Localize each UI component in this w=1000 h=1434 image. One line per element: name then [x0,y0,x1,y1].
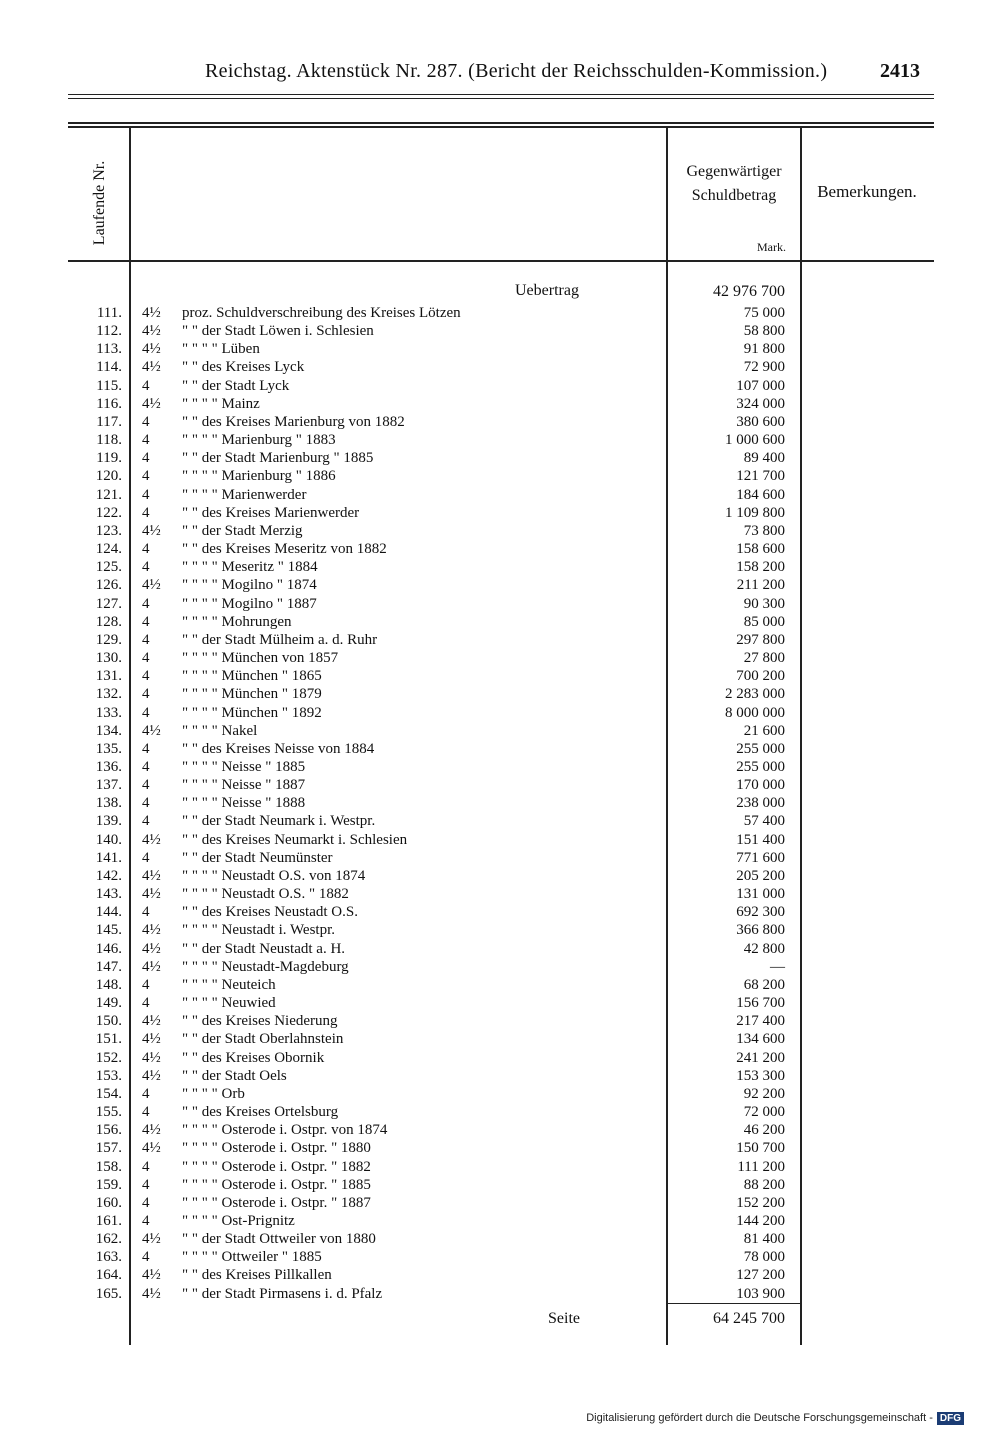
table-row [0,722,1000,740]
debt-amount: 42 800 [743,940,785,957]
row-number: 127. [95,595,122,612]
row-number: 143. [95,886,122,903]
row-number: 130. [95,650,122,667]
table-row [0,413,1000,431]
row-number: 154. [95,1085,122,1102]
table-row [0,304,1000,322]
interest-rate: 4 [142,686,150,703]
row-number: 125. [95,559,122,576]
interest-rate: 4 [142,668,150,685]
row-number: 155. [95,1104,122,1121]
table-row [0,794,1000,812]
interest-rate: 4½ [142,1049,161,1066]
debt-amount: 241 200 [736,1049,785,1066]
debt-amount: 152 200 [736,1194,785,1211]
row-number: 113. [96,341,122,358]
interest-rate: 4 [142,613,150,630]
table-row [0,322,1000,340]
footer-text: Digitalisierung gefördert durch die Deutsche Forschungsgemeinschaft - [586,1412,933,1424]
debt-description: " " " " Osterode i. Ostpr. " 1880 [182,1140,371,1157]
row-number: 132. [95,686,122,703]
debt-amount: 211 200 [736,577,785,594]
debt-amount: 700 200 [736,668,785,685]
debt-description: " " des Kreises Neustadt O.S. [182,904,358,921]
table-row [0,358,1000,376]
debt-amount: 103 900 [736,1285,785,1302]
interest-rate: 4 [142,795,150,812]
debt-amount: 21 600 [743,722,785,739]
row-number: 150. [95,1013,122,1030]
page-total-amount: 64 245 700 [713,1310,785,1327]
debt-description: " " des Kreises Neumarkt i. Schlesien [182,831,408,848]
table-row [0,1067,1000,1085]
debt-description: " " " " Neustadt i. Westpr. [182,922,335,939]
table-row [0,431,1000,449]
table-row [0,467,1000,485]
debt-amount: 205 200 [736,867,785,884]
row-number: 158. [95,1158,122,1175]
interest-rate: 4½ [142,1140,161,1157]
debt-amount: 151 400 [736,831,785,848]
table-row [0,1030,1000,1048]
row-number: 120. [95,468,122,485]
row-number: 111. [96,305,122,321]
interest-rate: 4 [142,976,150,993]
debt-amount: 771 600 [736,849,785,866]
table-row [0,377,1000,395]
row-number: 115. [96,377,122,394]
debt-amount: 90 300 [743,595,785,612]
debt-amount: 144 200 [736,1213,785,1229]
debt-amount: — [770,958,785,975]
debt-description: " " der Stadt Merzig [182,522,303,539]
interest-rate: 4 [142,486,150,503]
debt-amount: 89 400 [743,450,785,467]
interest-rate: 4½ [142,1285,161,1302]
table-row [0,522,1000,540]
interest-rate: 4½ [142,940,161,957]
interest-rate: 4 [142,1249,150,1266]
debt-description: " " des Kreises Marienburg von 1882 [182,413,405,430]
debt-amount: 134 600 [736,1031,785,1048]
debt-amount: 153 300 [736,1067,785,1084]
interest-rate: 4½ [142,922,161,939]
debt-description: " " des Kreises Meseritz von 1882 [182,541,387,558]
debt-amount: 184 600 [736,486,785,503]
interest-rate: 4 [142,450,150,467]
row-number: 136. [95,759,122,775]
row-number: 149. [95,995,122,1012]
debt-amount: 297 800 [736,631,785,648]
debt-amount: 75 000 [743,305,785,321]
row-number: 112. [96,323,122,340]
table-row [0,1176,1000,1194]
debt-description: " " " " München " 1879 [182,686,322,703]
debt-description: " " des Kreises Pillkallen [182,1267,332,1284]
row-number: 135. [95,740,122,757]
debt-description: " " " " Mogilno " 1887 [182,595,317,612]
interest-rate: 4 [142,432,150,449]
interest-rate: 4 [142,904,150,921]
debt-description: " " " " München " 1865 [182,668,322,685]
page-total-label [548,1310,580,1330]
debt-amount: 380 600 [736,413,785,430]
debt-description: " " der Stadt Mülheim a. d. Ruhr [182,631,378,648]
table-row [0,831,1000,849]
debt-description: " " " " Neustadt-Magdeburg [182,958,349,975]
row-number: 152. [95,1049,122,1066]
debt-amount: 1 109 800 [725,504,785,521]
interest-rate: 4 [142,631,150,648]
row-number: 133. [95,704,122,721]
debt-description: " " " " Neuwied [182,995,276,1012]
header-amount-line2: Schuldbetrag [691,187,777,204]
debt-description: " " " " Meseritz " 1884 [182,559,318,576]
table-row [0,1248,1000,1266]
debt-description: " " des Kreises Lyck [182,359,305,376]
debt-description: " " der Stadt Pirmasens i. d. Pfalz [182,1285,383,1302]
row-number: 118. [96,432,122,449]
debt-description: " " " " München " 1892 [182,704,322,721]
debt-amount: 158 200 [736,559,785,576]
table-row [0,1266,1000,1284]
table-row [0,449,1000,467]
table-row [0,758,1000,776]
debt-description: " " " " Ost-Prignitz [182,1213,295,1229]
table-row [0,740,1000,758]
table-row [0,1194,1000,1212]
debt-description: " " des Kreises Ortelsburg [182,1104,339,1121]
header-laufende-nr-text: Laufende Nr. [91,160,108,246]
debt-description: " " " " Osterode i. Ostpr. " 1882 [182,1158,371,1175]
debt-amount: 111 200 [737,1158,785,1175]
interest-rate: 4 [142,377,150,394]
interest-rate: 4 [142,559,150,576]
table-row [0,921,1000,939]
row-number: 164. [95,1267,122,1284]
interest-rate: 4½ [142,341,161,358]
dfg-logo: DFG [937,1412,964,1425]
interest-rate: 4½ [142,359,161,376]
debt-description: " " " " Nakel [182,722,258,739]
row-number: 121. [95,486,122,503]
table-row [0,613,1000,631]
table-row [0,1049,1000,1067]
debt-description: " " der Stadt Löwen i. Schlesien [182,323,374,340]
table-row [0,595,1000,613]
row-number: 157. [95,1140,122,1157]
interest-rate: 4 [142,1085,150,1102]
row-number: 139. [95,813,122,830]
row-number: 161. [95,1213,122,1229]
row-number: 147. [95,958,122,975]
row-number: 151. [95,1031,122,1048]
interest-rate: 4½ [142,395,161,412]
debt-description: " " " " München von 1857 [182,650,339,667]
debt-description: proz. Schuldverschreibung des Kreises Lötzen [182,305,461,321]
interest-rate: 4½ [142,867,161,884]
debt-amount: 127 200 [736,1267,785,1284]
debt-amount: 72 000 [743,1104,785,1121]
interest-rate: 4 [142,1158,150,1175]
debt-amount: 238 000 [736,795,785,812]
table-row [0,1139,1000,1157]
row-number: 134. [95,722,122,739]
table-row [0,849,1000,867]
debt-amount: 81 400 [743,1231,785,1248]
debt-description: " " des Kreises Marienwerder [182,504,360,521]
row-number: 123. [95,522,122,539]
debt-description: " " " " Osterode i. Ostpr. " 1885 [182,1176,371,1193]
table-row [0,540,1000,558]
row-number: 138. [95,795,122,812]
interest-rate: 4½ [142,522,161,539]
interest-rate: 4 [142,995,150,1012]
debt-amount: 156 700 [736,995,785,1012]
debt-description: " " " " Lüben [182,341,260,358]
debt-description: " " der Stadt Marienburg " 1885 [182,450,374,467]
row-number: 126. [95,577,122,594]
interest-rate: 4½ [142,958,161,975]
row-number: 116. [96,395,122,412]
debt-amount: 27 800 [743,650,785,667]
row-number: 131. [95,668,122,685]
interest-rate: 4 [142,704,150,721]
debt-amount: 158 600 [736,541,785,558]
debt-description: " " der Stadt Oels [182,1067,287,1084]
interest-rate: 4 [142,1194,150,1211]
debt-description: " " des Kreises Neisse von 1884 [182,740,375,757]
footer-credit [586,1412,964,1425]
debt-amount: 692 300 [736,904,785,921]
row-number: 114. [96,359,122,376]
table-row [0,395,1000,413]
header-bottom-rule [68,260,934,262]
interest-rate: 4½ [142,323,161,340]
debt-amount: 72 900 [743,359,785,376]
debt-description: " " der Stadt Oberlahnstein [182,1031,344,1048]
header-laufende-nr [60,148,140,258]
row-number: 137. [95,777,122,794]
interest-rate: 4 [142,541,150,558]
page-total-text: Seite [548,1310,580,1327]
debt-amount: 150 700 [736,1140,785,1157]
interest-rate: 4 [142,1104,150,1121]
debt-description: " " der Stadt Neumark i. Westpr. [182,813,376,830]
row-number: 142. [95,867,122,884]
subtotal-rule [668,1303,800,1304]
interest-rate: 4½ [142,831,161,848]
debt-description: " " der Stadt Neumünster [182,849,333,866]
page-number: 2413 [880,60,920,82]
row-number: 160. [95,1194,122,1211]
carry-over-text: Uebertrag [515,282,579,299]
debt-amount: 107 000 [736,377,785,394]
interest-rate: 4½ [142,1231,161,1248]
interest-rate: 4 [142,1176,150,1193]
debt-amount: 58 800 [743,323,785,340]
table-row [0,631,1000,649]
table-row [0,1085,1000,1103]
debt-amount: 68 200 [743,976,785,993]
table-row [0,958,1000,976]
interest-rate: 4½ [142,305,161,321]
row-number: 165. [95,1285,122,1302]
debt-description: " " " " Neustadt O.S. " 1882 [182,886,349,903]
interest-rate: 4½ [142,722,161,739]
running-head-title: Reichstag. Aktenstück Nr. 287. (Bericht der Reichsschulden-Kommission.) [205,60,828,82]
row-number: 117. [96,413,122,430]
table-row [0,667,1000,685]
table-row [0,1103,1000,1121]
table-row [0,940,1000,958]
interest-rate: 4½ [142,577,161,594]
debt-description: " " " " Marienburg " 1886 [182,468,336,485]
debt-amount: 8 000 000 [725,704,785,721]
debt-amount: 85 000 [743,613,785,630]
table-row [0,1158,1000,1176]
row-number: 159. [95,1176,122,1193]
row-number: 153. [95,1067,122,1084]
table-row [0,486,1000,504]
interest-rate: 4 [142,468,150,485]
debt-amount: 91 800 [743,341,785,358]
table-row [0,340,1000,358]
debt-description: " " " " Marienburg " 1883 [182,432,336,449]
interest-rate: 4½ [142,1013,161,1030]
table-row [0,776,1000,794]
debt-amount: 78 000 [743,1249,785,1266]
row-number: 119. [96,450,122,467]
debt-description: " " " " Mainz [182,395,260,412]
interest-rate: 4 [142,813,150,830]
header-amount-line1: Gegenwärtiger [686,163,782,180]
row-number: 163. [95,1249,122,1266]
debt-amount: 366 800 [736,922,785,939]
table-row [0,812,1000,830]
table-row [0,1285,1000,1303]
debt-description: " " " " Neisse " 1888 [182,795,306,812]
interest-rate: 4½ [142,1031,161,1048]
debt-amount: 73 800 [743,522,785,539]
interest-rate: 4 [142,849,150,866]
table-row [0,994,1000,1012]
interest-rate: 4 [142,595,150,612]
table-row [0,576,1000,594]
table-row [0,976,1000,994]
table-row [0,867,1000,885]
table-row [0,704,1000,722]
row-number: 129. [95,631,122,648]
debt-description: " " " " Mogilno " 1874 [182,577,317,594]
interest-rate: 4 [142,777,150,794]
interest-rate: 4 [142,1213,150,1229]
debt-description: " " der Stadt Lyck [182,377,290,394]
table-row [0,1121,1000,1139]
header-amount [668,160,800,208]
interest-rate: 4½ [142,1122,161,1139]
debt-amount: 324 000 [736,395,785,412]
debt-amount: 217 400 [736,1013,785,1030]
debt-description: " " " " Neisse " 1887 [182,777,306,794]
interest-rate: 4½ [142,1267,161,1284]
debt-description: " " " " Marienwerder [182,486,307,503]
table-row [0,1012,1000,1030]
debt-amount: 170 000 [736,777,785,794]
debt-amount: 46 200 [743,1122,785,1139]
table-row [0,903,1000,921]
row-number: 144. [95,904,122,921]
row-number: 122. [95,504,122,521]
table-row [0,504,1000,522]
interest-rate: 4 [142,740,150,757]
interest-rate: 4 [142,504,150,521]
interest-rate: 4½ [142,1067,161,1084]
debt-amount: 255 000 [736,759,785,775]
carry-over-amount: 42 976 700 [713,283,785,300]
debt-amount: 121 700 [736,468,785,485]
row-number: 140. [95,831,122,848]
debt-description: " " der Stadt Ottweiler von 1880 [182,1231,376,1248]
debt-amount: 92 200 [743,1085,785,1102]
debt-amount: 57 400 [743,813,785,830]
row-number: 156. [95,1122,122,1139]
debt-description: " " " " Mohrungen [182,613,292,630]
debt-amount: 1 000 600 [725,432,785,449]
debt-description: " " " " Orb [182,1085,245,1102]
row-number: 128. [95,613,122,630]
row-number: 145. [95,922,122,939]
debt-description: " " " " Neisse " 1885 [182,759,306,775]
row-number: 148. [95,976,122,993]
row-number: 162. [95,1231,122,1248]
row-number: 141. [95,849,122,866]
table-row [0,685,1000,703]
debt-description: " " des Kreises Obornik [182,1049,325,1066]
table-row [0,885,1000,903]
interest-rate: 4 [142,413,150,430]
debt-amount: 2 283 000 [725,686,785,703]
debt-description: " " des Kreises Niederung [182,1013,338,1030]
header-remarks: Bemerkungen. [817,182,917,201]
interest-rate: 4½ [142,886,161,903]
row-number: 146. [95,940,122,957]
debt-amount: 131 000 [736,886,785,903]
row-number: 124. [95,541,122,558]
table-row [0,558,1000,576]
table-row [0,649,1000,667]
table-row [0,1230,1000,1248]
debt-description: " " " " Neuteich [182,976,276,993]
debt-description: " " der Stadt Neustadt a. H. [182,940,346,957]
debt-description: " " " " Osterode i. Ostpr. " 1887 [182,1194,371,1211]
debt-description: " " " " Osterode i. Ostpr. von 1874 [182,1122,388,1139]
debt-description: " " " " Ottweiler " 1885 [182,1249,322,1266]
header-amount-unit: Mark. [757,240,786,254]
table-row [0,1212,1000,1230]
interest-rate: 4 [142,650,150,667]
debt-amount: 255 000 [736,740,785,757]
interest-rate: 4 [142,759,150,775]
debt-amount: 88 200 [743,1176,785,1193]
debt-description: " " " " Neustadt O.S. von 1874 [182,867,366,884]
